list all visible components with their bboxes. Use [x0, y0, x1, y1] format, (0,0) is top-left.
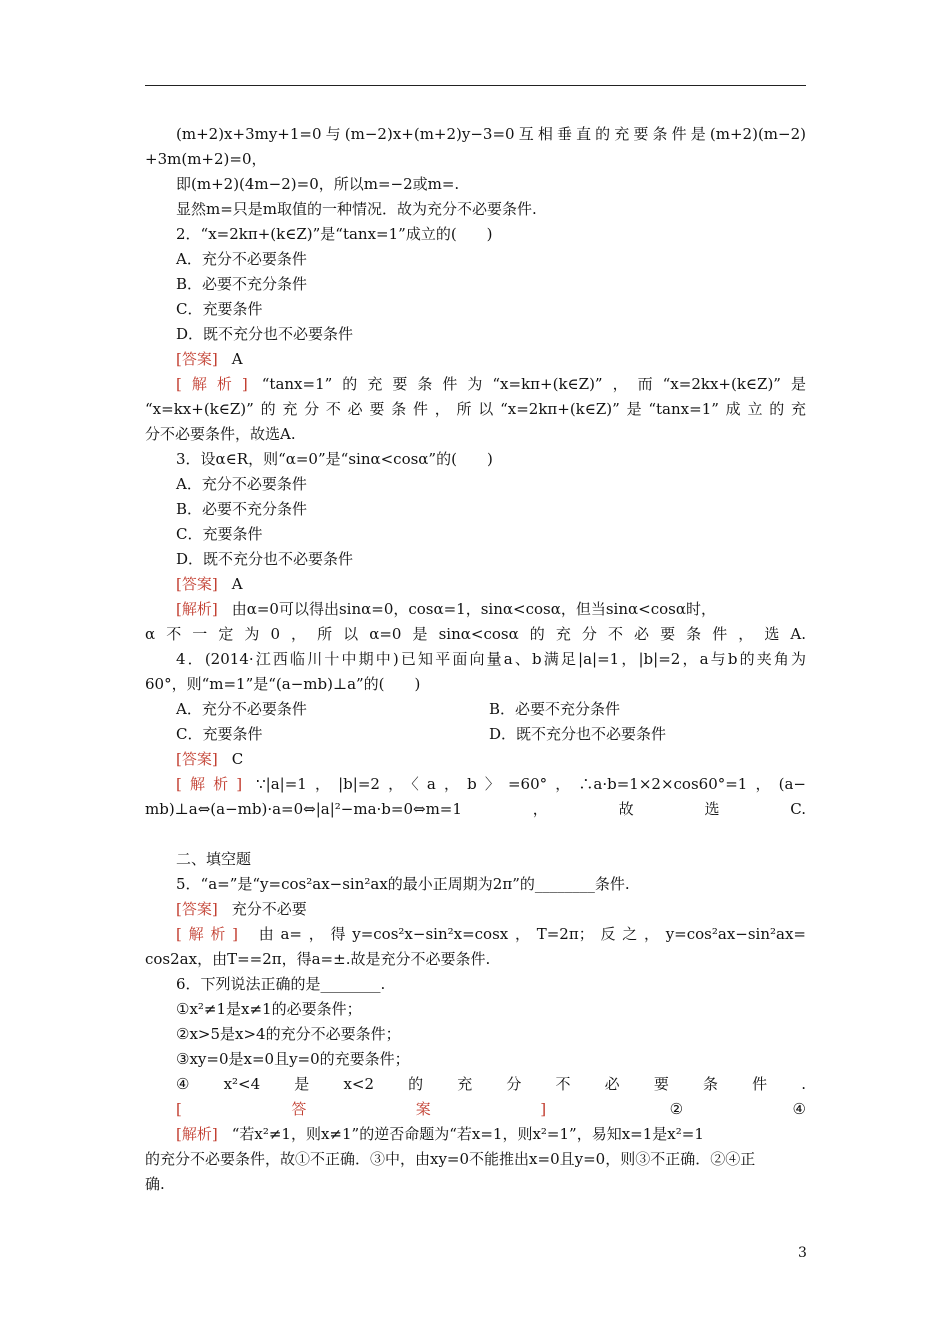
text-line [145, 622, 806, 646]
analysis-label: [解析] [176, 600, 218, 618]
line-text: A [231, 575, 243, 593]
text-line [176, 847, 251, 871]
text-line [176, 997, 362, 1021]
line-text: D．既不充分也不必要条件 [176, 550, 354, 568]
text-line [176, 597, 716, 621]
line-text: 2．“x=2kπ+(k∈Z)”是“tanx=1”成立的( ) [176, 225, 493, 243]
line-text: ①x²≠1是x≠1的必要条件； [176, 1000, 362, 1018]
answer-label: [答案] [176, 575, 218, 593]
text-line [176, 1047, 410, 1071]
text-line [176, 1097, 806, 1121]
line-text: ③xy=0是x=0且y=0的充要条件； [176, 1050, 410, 1068]
line-text: +3m(m+2)=0， [145, 150, 267, 168]
text-line [145, 947, 806, 971]
line-text: B．必要不充分条件 [176, 500, 308, 518]
line-text: C．充要条件 [176, 300, 263, 318]
line-text: A．充分不必要条件 [176, 475, 307, 493]
line-text: B．必要不充分条件 [176, 275, 308, 293]
text-line [176, 297, 262, 321]
line-text: 60°，则“m=1”是“(a−mb)⊥a”的( ) [145, 675, 421, 693]
text-line [145, 797, 806, 821]
answer-label: [答案] [176, 1100, 547, 1118]
text-line [176, 897, 307, 921]
line-text: 显然m=只是m取值的一种情况．故为充分不必要条件. [176, 200, 537, 218]
text-line [489, 697, 620, 721]
line-text: C．充要条件 [176, 525, 263, 543]
text-line [176, 522, 262, 546]
line-text: 由a=，得y=cos²x−sin²x=cosx，T=2π；反之，y=cos²ax−sin²ax= [251, 925, 806, 943]
text-line [176, 772, 806, 796]
text-line [176, 472, 307, 496]
line-text: 6．下列说法正确的是________. [176, 975, 386, 993]
line-text: mb)⊥a⇔(a−mb)·a=0⇔|a|²−ma·b=0⇔m=1，故选C. [145, 800, 806, 818]
text-line [176, 547, 353, 571]
text-line [176, 747, 243, 771]
text-line [176, 572, 243, 596]
line-text: 二、填空题 [176, 850, 252, 868]
text-line [489, 722, 666, 746]
line-text: A．充分不必要条件 [176, 250, 307, 268]
text-line [176, 1072, 806, 1096]
answer-label: [答案] [176, 900, 218, 918]
page-number: 3 [798, 1245, 807, 1261]
line-text: α不一定为0，所以α=0是sinα<cosα的充分不必要条件，选A. [145, 625, 806, 643]
text-line [176, 1122, 704, 1146]
text-line [176, 372, 806, 396]
analysis-label: [解析] [176, 375, 248, 393]
line-text: “若x²≠1，则x≠1”的逆否命题为“若x=1，则x²=1”，易知x=1是x²=1 [231, 1125, 704, 1143]
analysis-label: [解析] [176, 925, 238, 943]
line-text: cos2ax，由T==2π，得a=±.故是充分不必要条件. [145, 950, 491, 968]
answer-label: [答案] [176, 750, 218, 768]
header-rule [145, 85, 806, 86]
line-text: 充分不必要 [231, 900, 307, 918]
line-text: ②④ [560, 1100, 806, 1118]
text-line [145, 672, 806, 696]
line-text: ②x>5是x>4的充分不必要条件； [176, 1025, 401, 1043]
text-line [176, 172, 459, 196]
text-line [176, 1022, 401, 1046]
text-line [176, 197, 537, 221]
text-line [176, 447, 493, 471]
text-line [176, 272, 307, 296]
text-line [145, 422, 806, 446]
text-line [145, 1172, 806, 1196]
text-line [145, 397, 806, 421]
line-text: B．必要不充分条件 [489, 700, 621, 718]
text-line [176, 122, 806, 146]
text-line [176, 697, 307, 721]
text-line [176, 872, 630, 896]
line-text: 分不必要条件，故选A. [145, 425, 296, 443]
line-text: 3．设α∈R，则“α=0”是“sinα<cosα”的( ) [176, 450, 493, 468]
text-line [145, 147, 806, 171]
text-line [176, 722, 262, 746]
line-text: A．充分不必要条件 [176, 700, 307, 718]
line-text: “tanx=1”的充要条件为“x=kπ+(k∈Z)”，而“x=2kx+(k∈Z)”是 [261, 375, 806, 393]
analysis-label: [解析] [176, 1125, 218, 1143]
line-text: “x=kx+(k∈Z)”的充分不必要条件，所以“x=2kπ+(k∈Z)”是“tanx=1”成立的充 [145, 400, 806, 418]
line-text: ④x²<4是x<2的充分不必要条件. [176, 1075, 806, 1093]
line-text: C [231, 750, 244, 768]
line-text: 的充分不必要条件，故①不正确．③中，由xy=0不能推出x=0且y=0，则③不正确．②④正 [145, 1150, 756, 1168]
line-text: 4．(2014·江西临川十中期中)已知平面向量a、b满足|a|=1，|b|=2，a与b的夹角为 [176, 650, 806, 668]
line-text: 即(m+2)(4m−2)=0，所以m=−2或m=. [176, 175, 460, 193]
text-line [176, 922, 806, 946]
text-line [176, 222, 493, 246]
text-line [176, 247, 307, 271]
text-line [176, 497, 307, 521]
line-text: (m+2)x+3my+1=0与(m−2)x+(m+2)y−3=0互相垂直的充要条件是(m+2)(m−2) [176, 125, 806, 143]
line-text: 5．“a=”是“y=cos²ax−sin²ax的最小正周期为2π”的________条件. [176, 875, 630, 893]
analysis-label: [解析] [176, 775, 243, 793]
line-text: C．充要条件 [176, 725, 263, 743]
line-text: 由α=0可以得出sinα=0，cosα=1，sinα<cosα，但当sinα<cosα时， [231, 600, 716, 618]
line-text: D．既不充分也不必要条件 [176, 325, 354, 343]
line-text: A [231, 350, 243, 368]
text-line [176, 972, 385, 996]
text-line [176, 647, 806, 671]
line-text: ∵|a|=1，|b|=2，〈a，b〉=60°，∴a·b=1×2×cos60°=1，(a− [256, 775, 806, 793]
text-line [176, 322, 353, 346]
line-text: 确. [145, 1175, 165, 1193]
text-line [176, 347, 243, 371]
text-line [145, 1147, 806, 1171]
line-text: D．既不充分也不必要条件 [489, 725, 667, 743]
answer-label: [答案] [176, 350, 218, 368]
